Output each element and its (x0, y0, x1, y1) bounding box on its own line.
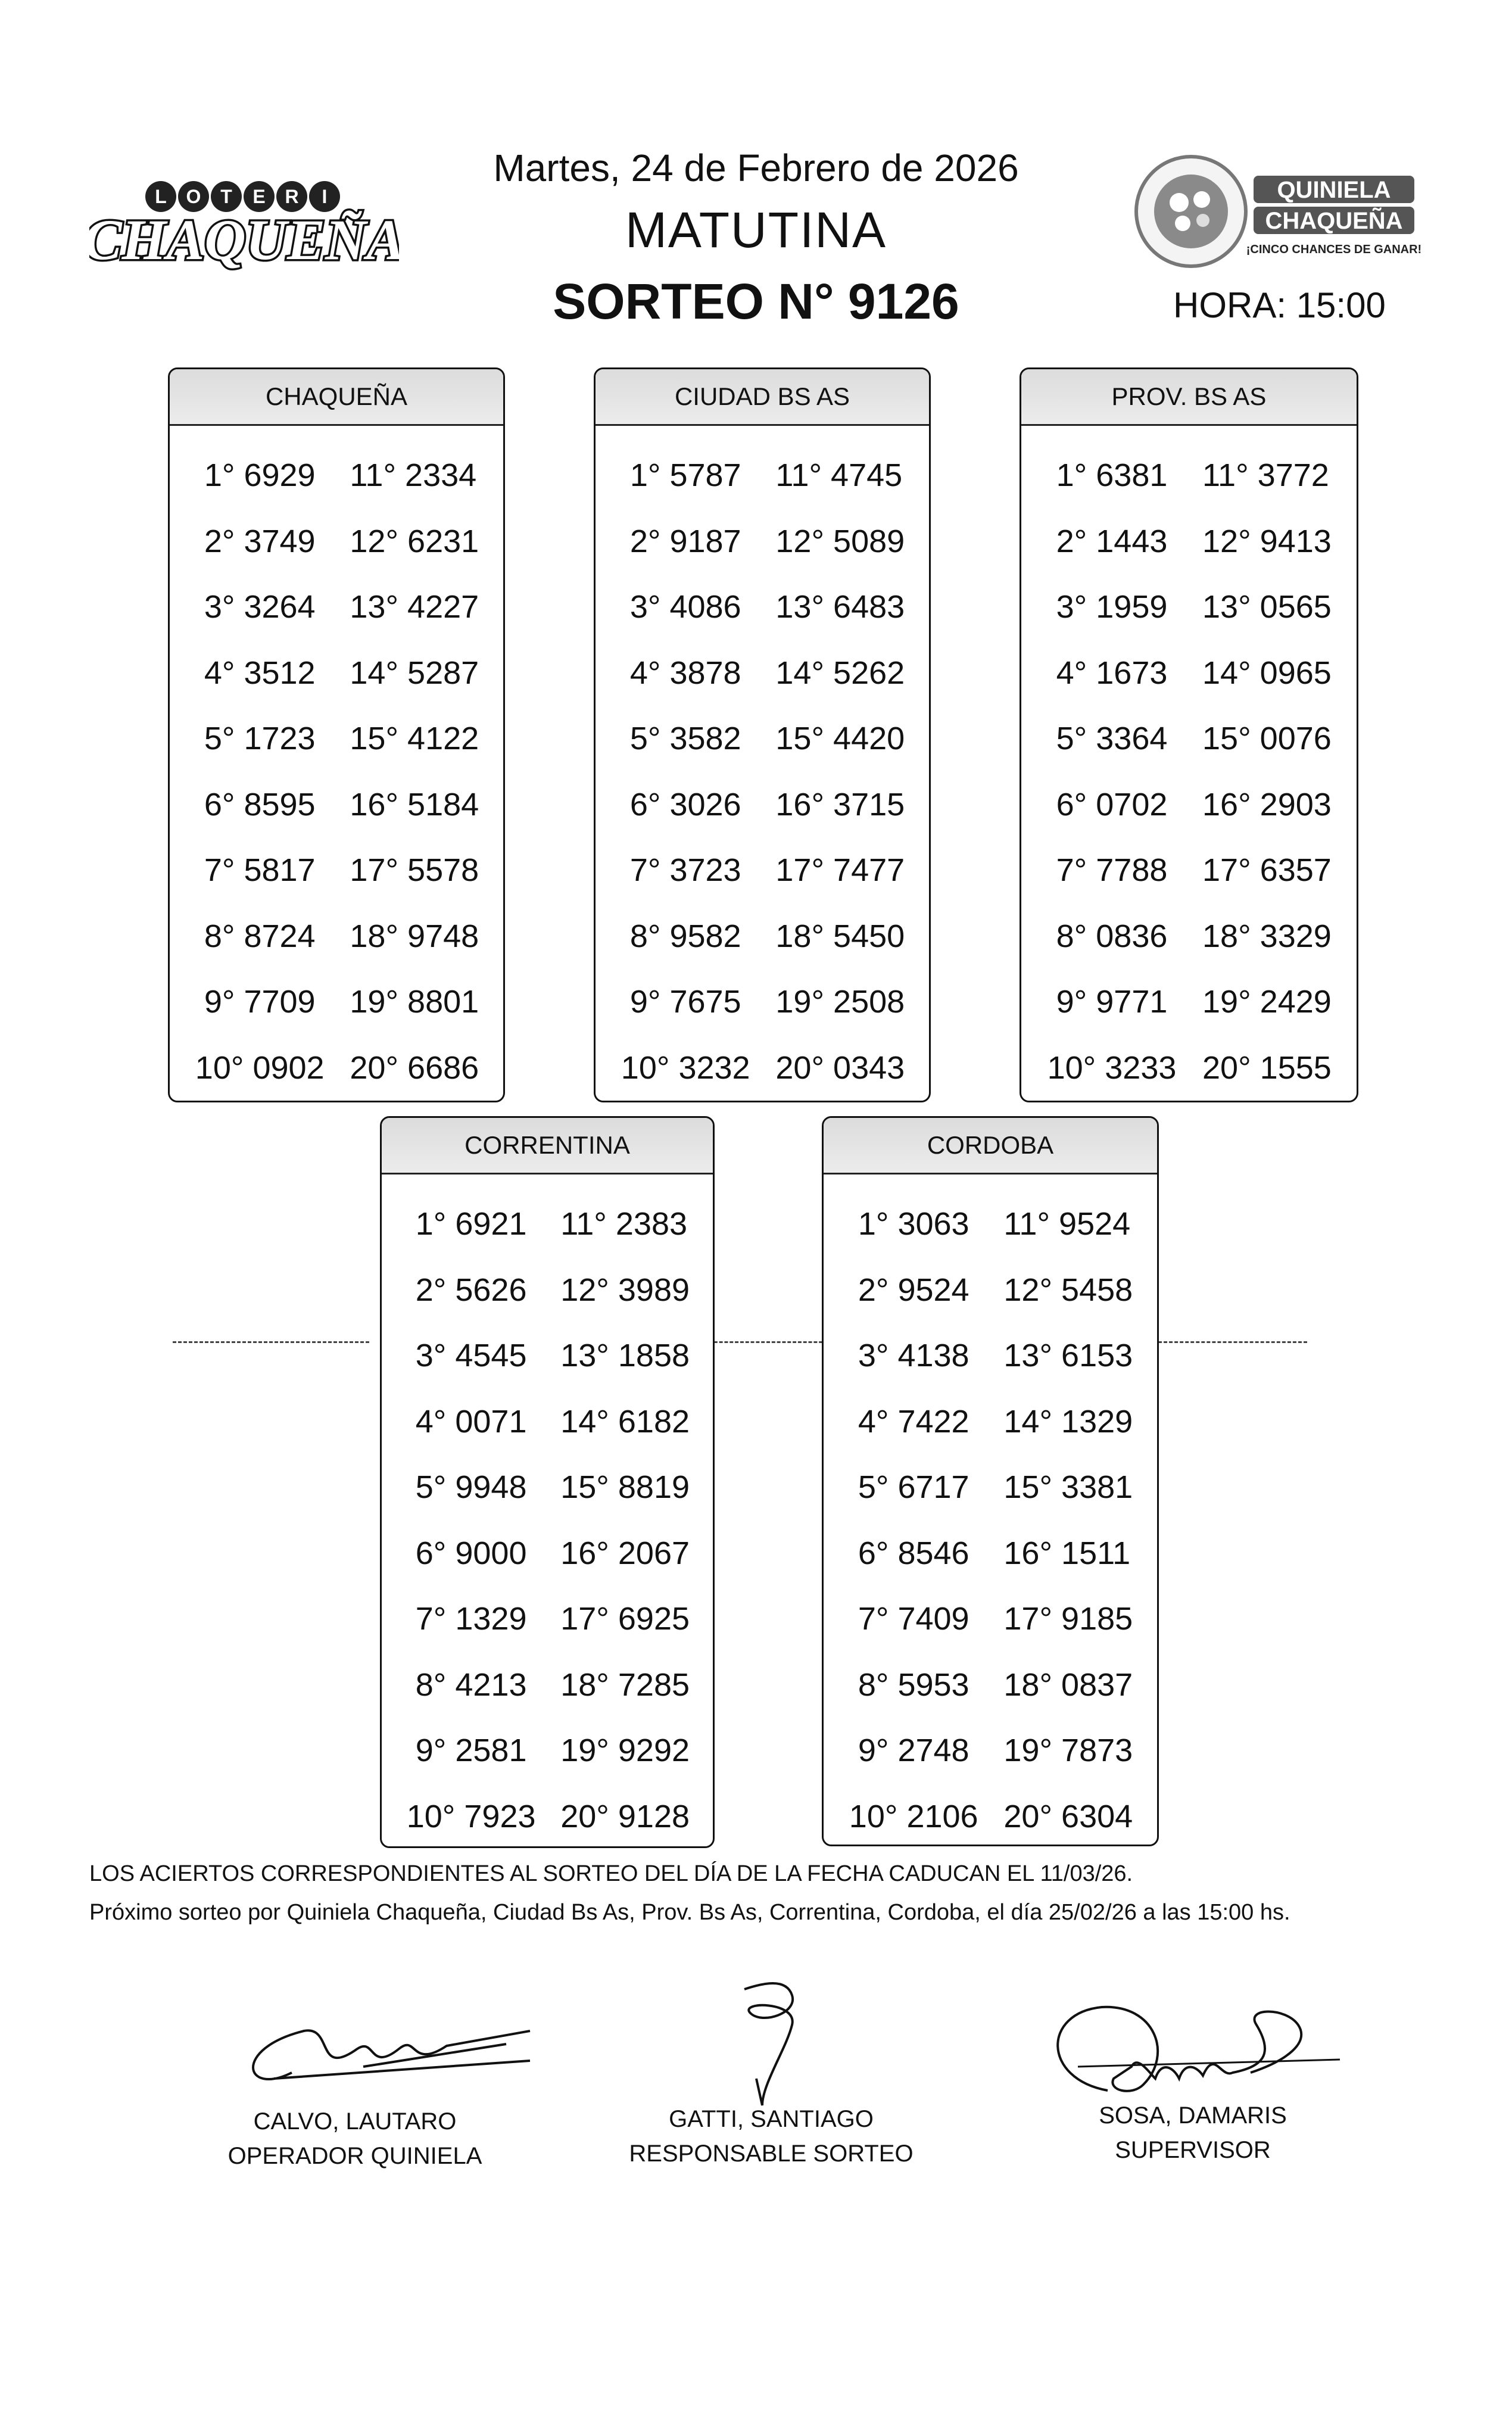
table-row (170, 1035, 503, 1101)
prize-left: 5° 3364 (1056, 721, 1168, 757)
prize-right: 14° 1329 (1003, 1403, 1133, 1440)
prize-right: 13° 6483 (775, 589, 905, 625)
prize-left: 4° 7422 (858, 1403, 969, 1440)
prize-left: 6° 0702 (1056, 786, 1168, 822)
prize-left: 10° 7923 (406, 1798, 536, 1834)
next-draw-notice: Próximo sorteo por Quiniela Chaqueña, Ciudad Bs As, Prov. Bs As, Correntina, Cordoba, el día 25/02/26 a las 15:00 hs. (89, 1900, 1290, 1925)
table-row (824, 1521, 1157, 1587)
table-header: CORRENTINA (382, 1118, 713, 1174)
fold-line (173, 1341, 369, 1343)
svg-text:O: O (186, 186, 201, 207)
draw-number: SORTEO N° 9126 (553, 273, 959, 329)
prize-left: 9° 2581 (415, 1733, 527, 1769)
svg-text:R: R (285, 186, 299, 207)
prize-left: 4° 3512 (204, 655, 316, 691)
table-row (170, 706, 503, 772)
prize-left: 6° 9000 (415, 1535, 527, 1571)
prize-right: 19° 8801 (350, 984, 479, 1020)
prize-left: 2° 5626 (415, 1272, 527, 1308)
prize-left: 8° 5953 (858, 1666, 969, 1703)
prize-left: 9° 9771 (1056, 984, 1168, 1020)
signature-sosa (1036, 1989, 1346, 2108)
table-row (824, 1586, 1157, 1652)
prize-left: 8° 0836 (1056, 918, 1168, 954)
prize-right: 18° 3329 (1202, 918, 1332, 954)
prize-right: 15° 4122 (350, 721, 479, 757)
prize-left: 5° 6717 (858, 1469, 969, 1506)
signer-name-2: GATTI, SANTIAGO (669, 2106, 874, 2132)
prize-right: 14° 5287 (350, 655, 479, 691)
signer-role-1: OPERADOR QUINIELA (227, 2143, 482, 2169)
table-row (596, 509, 929, 575)
prize-right: 15° 8819 (560, 1469, 690, 1506)
table-row (382, 1191, 713, 1257)
table-row (1021, 509, 1357, 575)
prize-left: 7° 3723 (629, 852, 741, 889)
prize-right: 12° 3989 (560, 1272, 690, 1308)
prize-left: 2° 1443 (1056, 523, 1168, 559)
table-row (596, 443, 929, 509)
prize-left: 7° 7788 (1056, 852, 1168, 889)
table-row (824, 1454, 1157, 1521)
table-header: CORDOBA (824, 1118, 1157, 1174)
table-row (596, 837, 929, 903)
prize-right: 11° 9524 (1003, 1206, 1131, 1242)
prize-right: 20° 6686 (350, 1049, 479, 1086)
prize-right: 13° 0565 (1202, 589, 1332, 625)
prize-right: 15° 3381 (1003, 1469, 1133, 1506)
table-row (824, 1652, 1157, 1718)
table-row (824, 1191, 1157, 1257)
svg-text:¡CINCO CHANCES DE GANAR!: ¡CINCO CHANCES DE GANAR! (1246, 243, 1422, 256)
prize-left: 4° 0071 (415, 1403, 527, 1440)
prize-right: 20° 1555 (1202, 1049, 1332, 1086)
prize-left: 9° 7675 (629, 984, 741, 1020)
signature-gatti (727, 1977, 834, 2114)
table-row (382, 1784, 713, 1849)
prize-left: 5° 9948 (415, 1469, 527, 1506)
prize-right: 18° 5450 (775, 918, 905, 954)
prize-right: 13° 1858 (560, 1338, 690, 1374)
prize-right: 14° 0965 (1202, 655, 1332, 691)
prize-left: 2° 3749 (204, 523, 316, 559)
prize-right: 16° 3715 (775, 786, 905, 822)
prize-left: 1° 6381 (1056, 457, 1168, 494)
signer-role-3: SUPERVISOR (1115, 2137, 1271, 2163)
prize-right: 11° 2383 (560, 1206, 688, 1242)
table-row (1021, 640, 1357, 706)
prize-left: 6° 8595 (204, 786, 316, 822)
table-row (1021, 443, 1357, 509)
results-table-cordoba (822, 1116, 1159, 1846)
prize-right: 11° 4745 (775, 457, 903, 494)
table-row (382, 1652, 713, 1718)
prize-left: 3° 1959 (1056, 589, 1168, 625)
table-row (1021, 969, 1357, 1035)
prize-right: 13° 6153 (1003, 1338, 1133, 1374)
prize-right: 15° 0076 (1202, 721, 1332, 757)
prize-left: 1° 5787 (629, 457, 741, 494)
table-row (1021, 903, 1357, 970)
table-row (170, 837, 503, 903)
prize-left: 10° 3233 (1047, 1049, 1177, 1086)
prize-right: 12° 9413 (1202, 523, 1332, 559)
prize-left: 4° 1673 (1056, 655, 1168, 691)
signature-calvo (220, 2007, 542, 2108)
prize-right: 18° 7285 (560, 1666, 690, 1703)
signer-name-1: CALVO, LAUTARO (253, 2108, 457, 2135)
svg-text:L: L (155, 186, 167, 207)
table-row (170, 640, 503, 706)
table-row (1021, 1035, 1357, 1101)
table-row (596, 772, 929, 838)
prize-left: 9° 2748 (858, 1733, 969, 1769)
prize-right: 19° 9292 (560, 1733, 690, 1769)
prize-left: 4° 3878 (629, 655, 741, 691)
prize-left: 5° 3582 (629, 721, 741, 757)
prize-left: 3° 4138 (858, 1338, 969, 1374)
table-row (596, 1035, 929, 1101)
table-row (824, 1389, 1157, 1455)
fold-line (709, 1341, 828, 1343)
prize-right: 16° 2903 (1202, 786, 1332, 822)
prize-left: 1° 6921 (415, 1206, 527, 1242)
fold-line (1158, 1341, 1307, 1343)
prize-right: 19° 7873 (1003, 1733, 1133, 1769)
results-table-ciudad-bs-as (594, 367, 931, 1102)
prize-right: 17° 6925 (560, 1601, 690, 1637)
prize-left: 6° 3026 (629, 786, 741, 822)
prize-left: 1° 3063 (858, 1206, 969, 1242)
prize-right: 16° 1511 (1003, 1535, 1131, 1571)
prize-left: 2° 9187 (629, 523, 741, 559)
draw-date: Martes, 24 de Febrero de 2026 (493, 147, 1019, 189)
table-row (382, 1586, 713, 1652)
table-row (1021, 574, 1357, 640)
prize-right: 17° 9185 (1003, 1601, 1133, 1637)
signer-name-3: SOSA, DAMARIS (1099, 2102, 1287, 2129)
results-table-correntina (380, 1116, 715, 1848)
prize-right: 20° 6304 (1003, 1798, 1133, 1834)
table-row (170, 443, 503, 509)
prize-right: 11° 3772 (1202, 457, 1329, 494)
prize-left: 6° 8546 (858, 1535, 969, 1571)
table-row (382, 1454, 713, 1521)
prize-left: 3° 3264 (204, 589, 316, 625)
prize-right: 14° 5262 (775, 655, 905, 691)
signer-role-2: RESPONSABLE SORTEO (629, 2141, 914, 2167)
table-row (1021, 706, 1357, 772)
prize-right: 19° 2429 (1202, 984, 1332, 1020)
svg-text:E: E (252, 186, 266, 207)
prize-left: 5° 1723 (204, 721, 316, 757)
table-row (382, 1718, 713, 1784)
prize-right: 12° 5089 (775, 523, 905, 559)
prize-left: 10° 0902 (195, 1049, 325, 1086)
prize-left: 9° 7709 (204, 984, 316, 1020)
prize-left: 10° 2106 (849, 1798, 978, 1834)
prize-right: 20° 9128 (560, 1798, 690, 1834)
prize-right: 14° 6182 (560, 1403, 690, 1440)
table-row (170, 903, 503, 970)
prize-right: 12° 5458 (1003, 1272, 1133, 1308)
svg-text:I: I (322, 186, 328, 207)
table-row (382, 1323, 713, 1389)
table-row (170, 969, 503, 1035)
prize-right: 18° 0837 (1003, 1666, 1133, 1703)
prize-left: 3° 4545 (415, 1338, 527, 1374)
prize-right: 18° 9748 (350, 918, 479, 954)
expiry-notice: LOS ACIERTOS CORRESPONDIENTES AL SORTEO DEL DÍA DE LA FECHA CADUCAN EL 11/03/26. (89, 1861, 1133, 1886)
results-table-prov-bs-as (1020, 367, 1358, 1102)
table-row (596, 640, 929, 706)
prize-left: 10° 3232 (621, 1049, 750, 1086)
prize-right: 20° 0343 (775, 1049, 905, 1086)
results-table-chaquena (168, 367, 505, 1102)
table-row (170, 574, 503, 640)
table-header: CIUDAD BS AS (596, 369, 929, 426)
table-header: CHAQUEÑA (170, 369, 503, 426)
prize-left: 8° 4213 (415, 1666, 527, 1703)
table-row (382, 1389, 713, 1455)
prize-left: 8° 9582 (629, 918, 741, 954)
prize-left: 8° 8724 (204, 918, 316, 954)
prize-right: 17° 7477 (775, 852, 905, 889)
prize-left: 7° 7409 (858, 1601, 969, 1637)
svg-text:QUINIELA: QUINIELA (1277, 177, 1391, 203)
prize-right: 19° 2508 (775, 984, 905, 1020)
prize-left: 3° 4086 (629, 589, 741, 625)
prize-left: 1° 6929 (204, 457, 316, 494)
table-row (382, 1257, 713, 1323)
prize-left: 2° 9524 (858, 1272, 969, 1308)
prize-left: 7° 5817 (204, 852, 316, 889)
table-row (824, 1323, 1157, 1389)
svg-text:T: T (220, 186, 232, 207)
table-row (824, 1257, 1157, 1323)
prize-right: 16° 2067 (560, 1535, 690, 1571)
table-row (596, 903, 929, 970)
table-row (596, 706, 929, 772)
prize-right: 13° 4227 (350, 589, 479, 625)
draw-shift: MATUTINA (625, 202, 887, 258)
table-row (1021, 772, 1357, 838)
prize-right: 16° 5184 (350, 786, 479, 822)
prize-right: 15° 4420 (775, 721, 905, 757)
table-row (824, 1784, 1157, 1847)
prize-left: 7° 1329 (415, 1601, 527, 1637)
table-row (1021, 837, 1357, 903)
table-row (596, 969, 929, 1035)
prize-right: 17° 5578 (350, 852, 479, 889)
table-header: PROV. BS AS (1021, 369, 1357, 426)
table-row (170, 509, 503, 575)
table-row (596, 574, 929, 640)
table-row (824, 1718, 1157, 1784)
prize-right: 17° 6357 (1202, 852, 1332, 889)
table-row (382, 1521, 713, 1587)
prize-right: 11° 2334 (350, 457, 477, 494)
prize-right: 12° 6231 (350, 523, 479, 559)
table-row (170, 772, 503, 838)
svg-text:CHAQUEÑA: CHAQUEÑA (89, 208, 399, 272)
svg-text:CHAQUEÑA: CHAQUEÑA (1265, 208, 1403, 234)
draw-hour: HORA: 15:00 (1173, 285, 1386, 325)
